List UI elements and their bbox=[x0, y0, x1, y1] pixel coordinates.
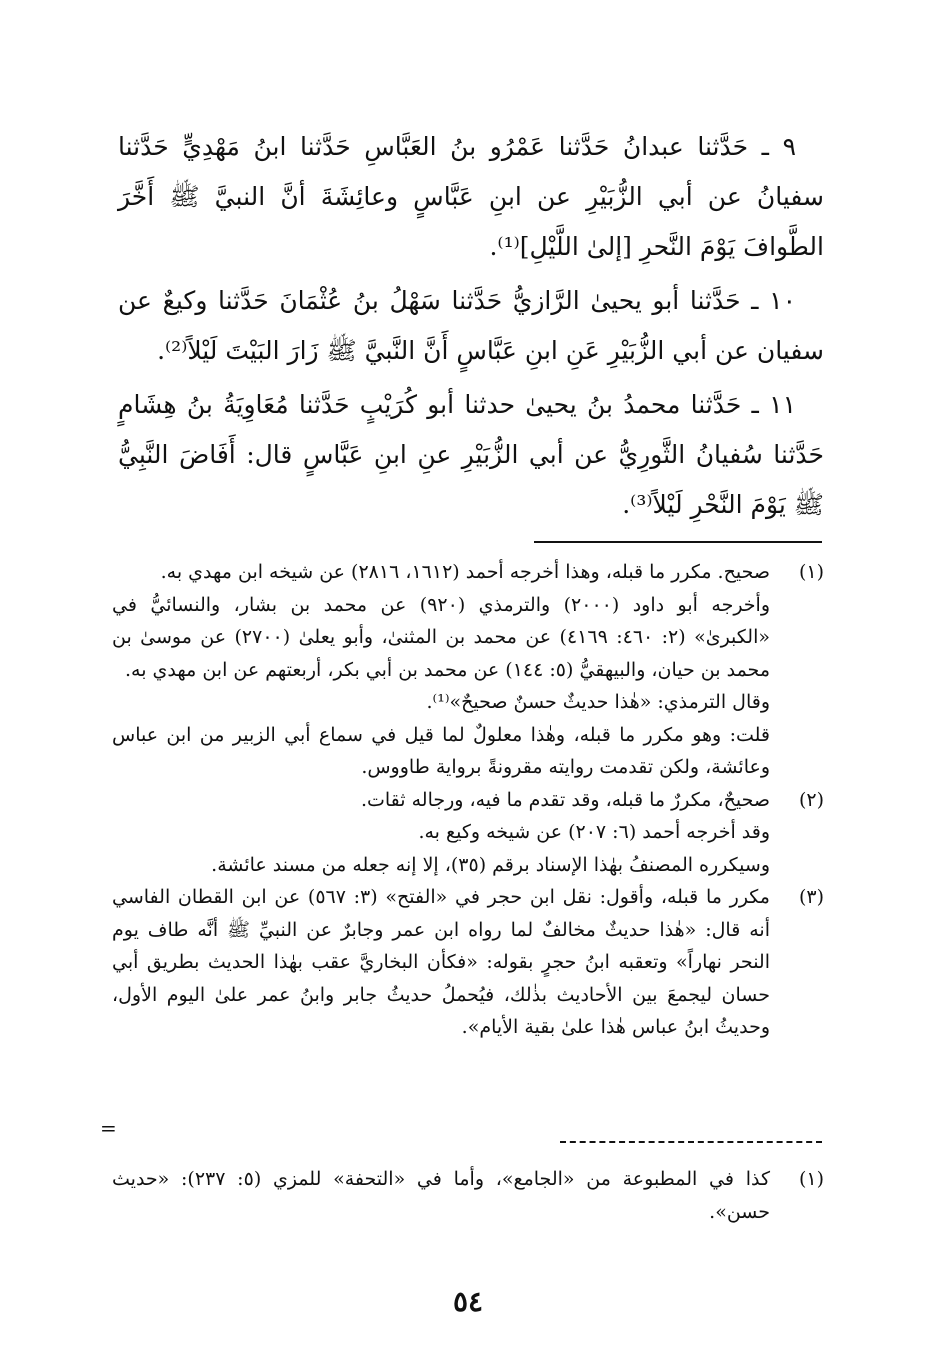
footnotes bbox=[112, 556, 824, 1044]
footnote-separator bbox=[534, 541, 822, 543]
main-text bbox=[118, 122, 824, 534]
footnote-number: (٣) bbox=[798, 886, 824, 908]
page-number: ٥٤ bbox=[452, 1285, 484, 1318]
hadith-paragraph-10: ١٠ ـ حَدَّثنا أبو يحيىٰ الرَّازيُّ حَدَّثنا سَهْلُ بنُ عُثْمَانَ حَدَّثنا وكيعٌ عن سفيان عن أبي الزُّبَيْرِ عَنِ ابنِ عَبَّاسٍ أَنَّ النَّبيَّ ﷺ زَارَ البَيْتَ لَيْلاً⁽²⁾. bbox=[118, 286, 824, 365]
footnote-line: مكرر ما قبله، وأقول: نقل ابن حجر في «الفتح» (٣: ٥٦٧) عن ابن القطان الفاسي أنه قال: «هٰذا حديثٌ مخالفٌ لما رواه ابن عمر وجابرٌ عن النبيِّ ﷺ أنَّه طاف يوم النحر نهاراً» وتعقبه ابنُ حجرٍ بقوله: «فكأن البخاريَّ عقب بهٰذا الحديث بطريق أبي حسان ليجمعَ بين الأحاديث بذٰلك، فيُحملُ حديثُ جابر وابنُ عمر علىٰ اليوم الأول، وحديثُ ابنُ عباس هٰذا علىٰ بقية الأيام». bbox=[112, 886, 770, 1038]
footnote-line: صحيحٌ، مكررٌ ما قبله، وقد تقدم ما فيه، ورجاله ثقات. bbox=[360, 788, 770, 811]
footnote-line: قلت: وهو مكرر ما قبله، وهٰذا معلولٌ لما قيل في سماع أبي الزبير من ابن عباس وعائشة، ولكن تقدمت روايته مقرونةً برواية طاووس. bbox=[112, 723, 770, 778]
footnote-2 bbox=[112, 784, 824, 882]
footnote-line: وسيكرره المصنفُ بهٰذا الإسناد برقم (٣٥)، إلا إنه جعله من مسند عائشة. bbox=[211, 853, 770, 876]
footnote-number: (٢) bbox=[798, 788, 824, 811]
footnote-body bbox=[112, 784, 770, 882]
footnote-line: وأخرجه أبو داود (٢٠٠٠) والترمذي (٩٢٠) عن محمد بن بشار، والنسائيُّ في «الكبرىٰ» (٢: ٤٦٠: ٤١٦٩) عن محمد بن المثنىٰ، وأبو يعلىٰ (٢٧٠٠) عن موسىٰ بن محمد بن حيان، والبيهقيُّ (٥: ١٤٤) عن محمد بن أبي بكر، أربعتهم عن ابن مهدي به. bbox=[112, 593, 771, 681]
editor-notes bbox=[112, 1163, 824, 1228]
footnote-body bbox=[112, 556, 770, 784]
footnote-3 bbox=[112, 881, 824, 1044]
footnote-body bbox=[112, 881, 770, 1044]
footnote-line: وقال الترمذي: «هٰذا حديثٌ حسنٌ صحيحٌ»⁽¹⁾. bbox=[426, 691, 770, 713]
footnote-1 bbox=[112, 556, 824, 784]
hadith-paragraph-9: ٩ ـ حَدَّثنا عبدانُ حَدَّثنا عَمْرُو بنُ العَبَّاسِ حَدَّثنا ابنُ مَهْدِيٍّ حَدَّثنا سفيانُ عن أبي الزُّبَيْرِ عن ابنِ عَبَّاسٍ وعائِشَةَ أنَّ النبيَّ ﷺ أَخَّرَ الطَّوافَ يَوْمَ النَّحرِ [إلىٰ اللَّيْلِ]⁽¹⁾. bbox=[118, 132, 824, 261]
editor-note-number: (١) bbox=[798, 1168, 824, 1190]
editor-note-1 bbox=[112, 1163, 824, 1228]
editor-notes-separator bbox=[560, 1141, 822, 1143]
hadith-paragraph-11: ١١ ـ حَدَّثنا محمدُ بنُ يحيىٰ حدثنا أبو كُرَيْبٍ حَدَّثنا مُعَاوِيَةُ بنُ هِشَامٍ حَدَّثنا سُفيانُ الثَّورِيُّ عن أبي الزُّبَيْرِ عنِ ابنِ عَبَّاسٍ قال: أَفَاضَ النَّبِيُّ ﷺ يَوْمَ النَّحْرِ لَيْلاً⁽³⁾. bbox=[118, 390, 824, 519]
continuation-mark: = bbox=[100, 1116, 117, 1140]
footnote-line: وقد أخرجه أحمد (٦: ٢٠٧) عن شيخه وكيع به. bbox=[418, 821, 770, 843]
editor-note-body: كذا في المطبوعة من «الجامع»، وأما في «التحفة» للمزي (٥: ٢٣٧): «حديث حسن». bbox=[112, 1168, 770, 1223]
footnote-line: صحيح. مكرر ما قبله، وهذا أخرجه أحمد (١٦١٢، ٢٨١٦) عن شيخه ابن مهدي به. bbox=[160, 561, 770, 583]
footnote-number: (١) bbox=[798, 561, 824, 583]
